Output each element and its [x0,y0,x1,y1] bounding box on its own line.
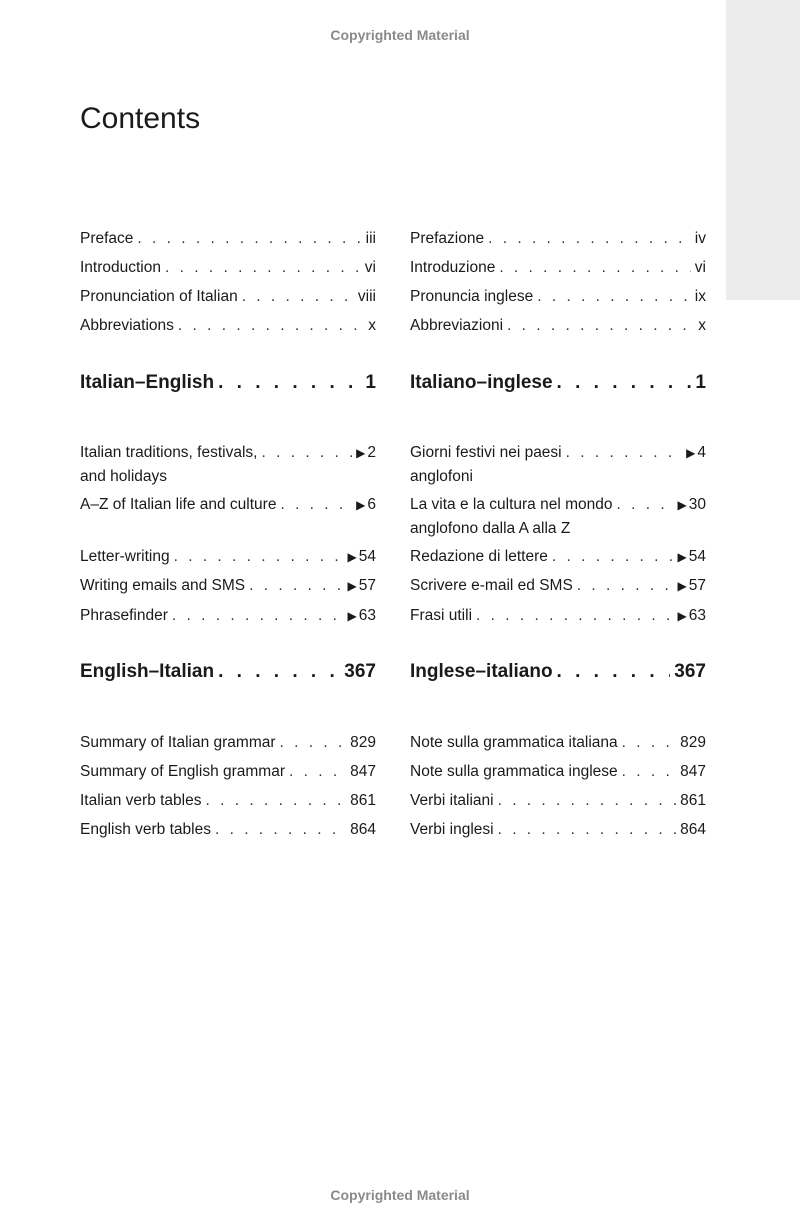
leader-dots [566,441,683,464]
triangle-arrow-icon: ▶ [677,498,687,512]
toc-section-italian-english[interactable] [80,371,376,395]
toc-label: English verb tables [80,821,211,838]
toc-section-english-italian[interactable] [80,660,376,684]
leader-dots [206,789,347,812]
leader-dots [249,574,343,597]
toc-page: x [368,317,376,334]
toc-entry-italian-verbs[interactable] [80,789,376,812]
toc-label: Summary of Italian grammar [80,734,276,751]
toc-page: vi [694,259,706,276]
toc-page: iv [694,230,706,247]
toc-page: 54 [358,548,376,565]
leader-dots [498,789,677,812]
toc-label: Frasi utili [410,607,473,624]
toc-label-continued: and holidays [80,468,168,485]
toc-label: Verbi italiani [410,792,494,809]
toc-entry-introduzione[interactable] [410,256,706,279]
toc-page: 861 [350,792,376,809]
leader-dots [552,545,674,568]
toc-entry-pronunciation[interactable] [80,285,376,308]
toc-page: 2 [367,444,376,461]
toc-page: 54 [688,548,706,565]
triangle-arrow-icon: ▶ [677,609,687,623]
toc-section-label: Italian–English [80,372,215,393]
toc-page: 57 [358,577,376,594]
toc-label: Pronunciation of Italian [80,288,238,305]
toc-entry-giorni-festivi[interactable] [410,441,706,488]
toc-label: Prefazione [410,230,485,247]
page-title: Contents [80,102,201,135]
toc-entry-verbi-italiani[interactable] [410,789,706,812]
triangle-arrow-icon: ▶ [686,446,696,460]
toc-entry-traditions[interactable] [80,441,376,488]
toc-page: iii [365,230,376,247]
leader-dots [242,285,354,308]
leader-dots [215,818,346,841]
toc-label: Phrasefinder [80,607,168,624]
leader-dots [280,731,347,754]
toc-label: Scrivere e-mail ed SMS [410,577,573,594]
toc-page: 6 [367,496,376,513]
toc-entry-italian-grammar[interactable] [80,731,376,754]
toc-entry-verbi-inglesi[interactable] [410,818,706,841]
toc-page: 847 [680,763,706,780]
toc-entry-scrivere-email[interactable] [410,574,706,598]
leader-dots [498,818,677,841]
toc-section-page: 367 [674,661,706,682]
toc-page: 57 [688,577,706,594]
toc-entry-phrasefinder[interactable] [80,604,376,628]
toc-label: Italian traditions, festivals, [80,444,258,461]
toc-page: x [698,317,706,334]
toc-entry-emails-sms[interactable] [80,574,376,598]
toc-label: Letter-writing [80,548,170,565]
toc-page: vi [364,259,376,276]
leader-dots [577,574,674,597]
toc-page: 847 [350,763,376,780]
leader-dots [280,493,352,516]
watermark-top: Copyrighted Material [330,27,470,43]
toc-page: 864 [350,821,376,838]
toc-entry-a-z-life[interactable] [80,493,376,517]
toc-entry-english-verbs[interactable] [80,818,376,841]
leader-dots [622,731,677,754]
leader-dots [488,227,691,250]
toc-label: Italian verb tables [80,792,202,809]
toc-label: Redazione di lettere [410,548,548,565]
toc-entry-prefazione[interactable] [410,227,706,250]
leader-dots [172,604,344,627]
toc-page: viii [357,288,376,305]
toc-page: 861 [680,792,706,809]
toc-entry-introduction[interactable] [80,256,376,279]
toc-label: Writing emails and SMS [80,577,246,594]
toc-entry-abbreviazioni[interactable] [410,314,706,337]
triangle-arrow-icon: ▶ [356,498,366,512]
toc-entry-preface[interactable] [80,227,376,250]
toc-entry-pronuncia[interactable] [410,285,706,308]
page-edge-strip [726,0,800,300]
toc-label: Note sulla grammatica inglese [410,763,618,780]
toc-page: 829 [680,734,706,751]
leader-dots [476,604,674,627]
toc-label: Note sulla grammatica italiana [410,734,618,751]
leader-dots [616,493,673,516]
leader-dots [499,256,690,279]
toc-page: 63 [358,607,376,624]
toc-label: Abbreviazioni [410,317,504,334]
toc-entry-grammatica-inglese[interactable] [410,760,706,783]
toc-label: Introduzione [410,259,496,276]
triangle-arrow-icon: ▶ [677,550,687,564]
toc-section-page: 1 [695,372,706,393]
toc-page: 864 [680,821,706,838]
toc-label: Introduction [80,259,161,276]
leader-dots [165,256,361,279]
triangle-arrow-icon: ▶ [347,609,357,623]
toc-entry-letter-writing[interactable] [80,545,376,569]
leader-dots [178,314,364,337]
toc-label: A–Z of Italian life and culture [80,496,277,513]
toc-label: Giorni festivi nei paesi [410,444,562,461]
toc-section-italiano-inglese[interactable] [410,371,706,395]
triangle-arrow-icon: ▶ [347,550,357,564]
leader-dots [137,227,361,250]
leader-dots [622,760,677,783]
triangle-arrow-icon: ▶ [347,579,357,593]
leader-dots [537,285,691,308]
leader-dots [557,371,692,395]
toc-entry-abbreviations[interactable] [80,314,376,337]
leader-dots [557,660,671,684]
leader-dots [218,660,340,684]
toc-label: Preface [80,230,134,247]
toc-entry-redazione-lettere[interactable] [410,545,706,569]
toc-entry-frasi-utili[interactable] [410,604,706,628]
toc-entry-grammatica-italiana[interactable] [410,731,706,754]
triangle-arrow-icon: ▶ [677,579,687,593]
toc-section-label: English–Italian [80,661,215,682]
toc-page: 4 [697,444,706,461]
toc-section-page: 367 [344,661,376,682]
watermark-bottom: Copyrighted Material [330,1187,470,1203]
triangle-arrow-icon: ▶ [356,446,366,460]
toc-entry-vita-cultura[interactable] [410,493,706,540]
toc-page: 63 [688,607,706,624]
leader-dots [261,441,352,464]
leader-dots [218,371,361,395]
toc-page: 30 [688,496,706,513]
toc-section-label: Italiano–inglese [410,372,553,393]
toc-label: Verbi inglesi [410,821,494,838]
leader-dots [507,314,694,337]
toc-label: Abbreviations [80,317,174,334]
toc-label: Summary of English grammar [80,763,286,780]
toc-page: ix [694,288,706,305]
toc-section-inglese-italiano[interactable] [410,660,706,684]
toc-label-continued: anglofoni [410,468,473,485]
toc-entry-english-grammar[interactable] [80,760,376,783]
leader-dots [174,545,344,568]
toc-label: La vita e la cultura nel mondo [410,496,613,513]
toc-section-page: 1 [365,372,376,393]
toc-label: Pronuncia inglese [410,288,534,305]
toc-section-label: Inglese–italiano [410,661,553,682]
toc-page: 829 [350,734,376,751]
toc-label-continued: anglofono dalla A alla Z [410,520,571,537]
leader-dots [289,760,346,783]
